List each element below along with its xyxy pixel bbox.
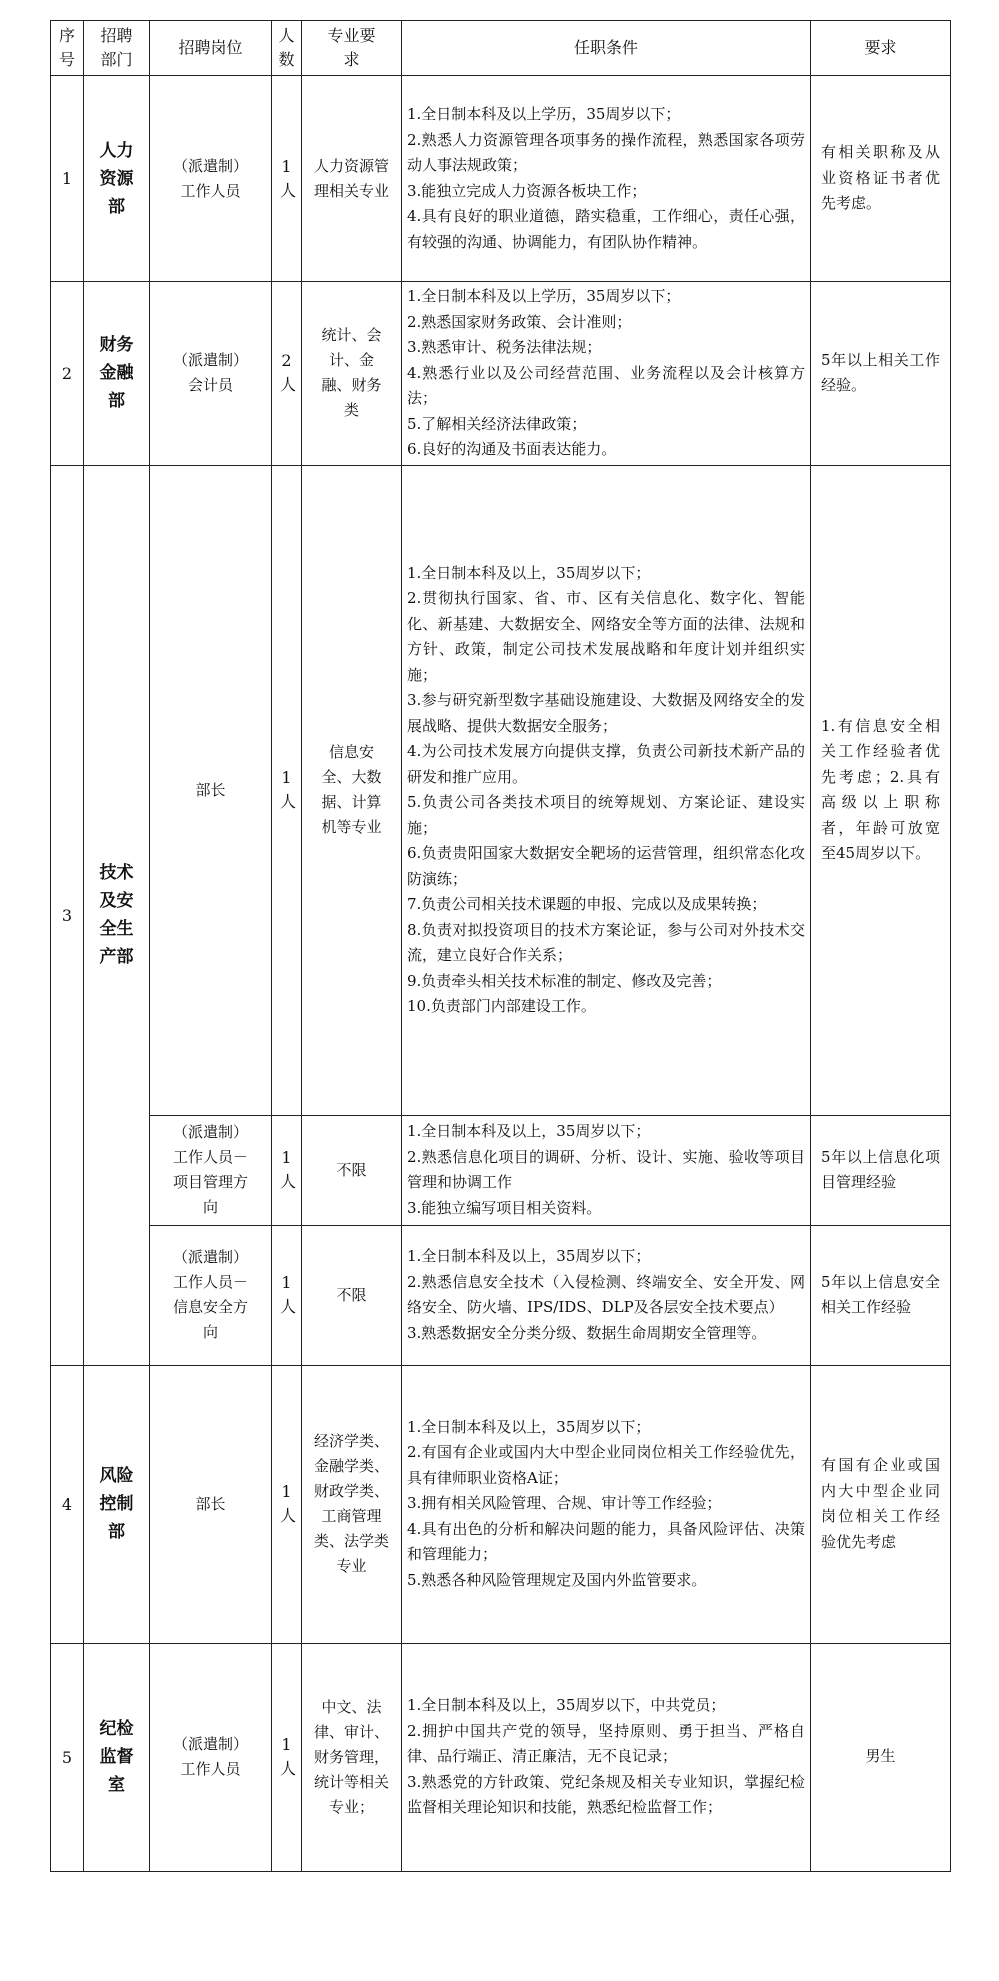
row-requirement: 5年以上信息安全相关工作经验 bbox=[811, 1225, 951, 1365]
row-dept: 技术及安全生产部 bbox=[84, 465, 150, 1365]
row-requirement: 有相关职称及从业资格证书者优先考虑。 bbox=[811, 76, 951, 282]
row-dept: 人力资源部 bbox=[84, 76, 150, 282]
row-conditions bbox=[402, 282, 811, 466]
row-position: （派遣制）工作人员 bbox=[150, 1643, 272, 1871]
condition-item: 5.熟悉各种风险管理规定及国内外监管要求。 bbox=[407, 1570, 707, 1589]
row-position: 部长 bbox=[150, 1365, 272, 1643]
table-row bbox=[51, 1365, 951, 1643]
row-requirement: 1.有信息安全相关工作经验者优先考虑；2.具有高级以上职称者，年龄可放宽至45周岁以下。 bbox=[811, 465, 951, 1115]
row-dept: 风险控制部 bbox=[84, 1365, 150, 1643]
condition-item: 1.全日制本科及以上，35周岁以下； bbox=[407, 1417, 651, 1436]
header-no: 序号 bbox=[51, 21, 84, 76]
condition-item: 2.熟悉信息化项目的调研、分析、设计、实施、验收等项目管理和协调工作 bbox=[407, 1147, 805, 1191]
row-position: （派遣制）工作人员－信息安全方向 bbox=[150, 1225, 272, 1365]
row-count: 1人 bbox=[272, 1225, 302, 1365]
header-requirements: 要求 bbox=[811, 21, 951, 76]
table-row bbox=[51, 282, 951, 466]
row-no: 3 bbox=[51, 465, 84, 1365]
condition-item: 9.负责牵头相关技术标准的制定、修改及完善； bbox=[407, 971, 722, 990]
row-dept: 纪检监督室 bbox=[84, 1643, 150, 1871]
header-row bbox=[51, 21, 951, 76]
row-count: 1人 bbox=[272, 1643, 302, 1871]
condition-item: 2.熟悉信息安全技术（入侵检测、终端安全、安全开发、网络安全、防火墙、IPS/IDS、DLP及各层安全技术要点） bbox=[407, 1272, 805, 1316]
condition-item: 4.具有出色的分析和解决问题的能力，具备风险评估、决策和管理能力； bbox=[407, 1519, 805, 1564]
row-conditions bbox=[402, 465, 811, 1115]
row-conditions bbox=[402, 76, 811, 282]
table-row bbox=[51, 1225, 951, 1365]
row-no: 2 bbox=[51, 282, 84, 466]
row-dept: 财务金融部 bbox=[84, 282, 150, 466]
header-conditions: 任职条件 bbox=[402, 21, 811, 76]
condition-item: 1.全日制本科及以上学历，35周岁以下； bbox=[407, 287, 681, 305]
row-position: 部长 bbox=[150, 465, 272, 1115]
recruitment-table-container bbox=[50, 20, 950, 1872]
row-major: 人力资源管理相关专业 bbox=[302, 76, 402, 282]
row-requirement: 5年以上相关工作经验。 bbox=[811, 282, 951, 466]
row-requirement: 男生 bbox=[811, 1643, 951, 1871]
row-count: 1人 bbox=[272, 1115, 302, 1225]
row-major: 不限 bbox=[302, 1225, 402, 1365]
condition-item: 2.熟悉国家财务政策、会计准则； bbox=[407, 312, 632, 331]
table-row bbox=[51, 76, 951, 282]
row-conditions bbox=[402, 1365, 811, 1643]
condition-item: 4.熟悉行业以及公司经营范围、业务流程以及会计核算方法； bbox=[407, 363, 805, 407]
row-no: 5 bbox=[51, 1643, 84, 1871]
header-position: 招聘岗位 bbox=[150, 21, 272, 76]
condition-item: 7.负责公司相关技术课题的申报、完成以及成果转换； bbox=[407, 895, 767, 913]
row-position: （派遣制）会计员 bbox=[150, 282, 272, 466]
row-requirement: 5年以上信息化项目管理经验 bbox=[811, 1115, 951, 1225]
table-row bbox=[51, 465, 951, 1115]
condition-item: 1.全日制本科及以上，35周岁以下，中共党员； bbox=[407, 1696, 726, 1715]
header-count: 人数 bbox=[272, 21, 302, 76]
row-major: 统计、会计、金融、财务类 bbox=[302, 282, 402, 466]
condition-item: 2.有国有企业或国内大中型企业同岗位相关工作经验优先，具有律师职业资格A证； bbox=[407, 1443, 805, 1487]
row-count: 1人 bbox=[272, 76, 302, 282]
row-position: （派遣制）工作人员 bbox=[150, 76, 272, 282]
table-row bbox=[51, 1643, 951, 1871]
condition-item: 10.负责部门内部建设工作。 bbox=[407, 997, 596, 1015]
table-row bbox=[51, 1115, 951, 1225]
condition-item: 1.全日制本科及以上学历，35周岁以下； bbox=[407, 105, 681, 123]
row-conditions bbox=[402, 1115, 811, 1225]
row-conditions bbox=[402, 1643, 811, 1871]
condition-item: 3.熟悉数据安全分类分级、数据生命周期安全管理等。 bbox=[407, 1323, 767, 1342]
condition-item: 4.具有良好的职业道德，踏实稳重，工作细心，责任心强，有较强的沟通、协调能力，有团队协作精神。 bbox=[407, 207, 805, 251]
condition-item: 2.贯彻执行国家、省、市、区有关信息化、数字化、智能化、新基建、大数据安全、网络安全等方面的法律、法规和方针、政策，制定公司技术发展战略和年度计划并组织实施； bbox=[407, 589, 805, 684]
row-count: 1人 bbox=[272, 1365, 302, 1643]
row-major: 不限 bbox=[302, 1115, 402, 1225]
row-position: （派遣制）工作人员－项目管理方向 bbox=[150, 1115, 272, 1225]
row-count: 1人 bbox=[272, 465, 302, 1115]
condition-item: 4.为公司技术发展方向提供支撑，负责公司新技术新产品的研发和推广应用。 bbox=[407, 742, 805, 786]
row-major: 经济学类、金融学类、财政学类、工商管理类、法学类专业 bbox=[302, 1365, 402, 1643]
condition-item: 3.拥有相关风险管理、合规、审计等工作经验； bbox=[407, 1494, 722, 1513]
condition-item: 1.全日制本科及以上，35周岁以下； bbox=[407, 1247, 651, 1265]
recruitment-table bbox=[50, 20, 951, 1872]
header-dept: 招聘部门 bbox=[84, 21, 150, 76]
row-major: 信息安全、大数据、计算机等专业 bbox=[302, 465, 402, 1115]
condition-item: 5.负责公司各类技术项目的统筹规划、方案论证、建设实施； bbox=[407, 793, 805, 837]
header-major: 专业要求 bbox=[302, 21, 402, 76]
condition-item: 1.全日制本科及以上，35周岁以下； bbox=[407, 563, 651, 582]
condition-item: 2.拥护中国共产党的领导，坚持原则、勇于担当、严格自律、品行端正、清正廉洁，无不良记录； bbox=[407, 1721, 805, 1766]
condition-item: 3.能独立完成人力资源各板块工作； bbox=[407, 181, 647, 200]
condition-item: 8.负责对拟投资项目的技术方案论证，参与公司对外技术交流，建立良好合作关系； bbox=[407, 920, 805, 964]
condition-item: 6.良好的沟通及书面表达能力。 bbox=[407, 440, 617, 458]
condition-item: 1.全日制本科及以上，35周岁以下； bbox=[407, 1122, 651, 1140]
condition-item: 5.了解相关经济法律政策； bbox=[407, 414, 587, 433]
row-requirement: 有国有企业或国内大中型企业同岗位相关工作经验优先考虑 bbox=[811, 1365, 951, 1643]
row-major: 中文、法律、审计、财务管理，统计等相关专业； bbox=[302, 1643, 402, 1871]
condition-item: 6.负责贵阳国家大数据安全靶场的运营管理，组织常态化攻防演练； bbox=[407, 844, 805, 888]
row-no: 1 bbox=[51, 76, 84, 282]
condition-item: 3.参与研究新型数字基础设施建设、大数据及网络安全的发展战略、提供大数据安全服务； bbox=[407, 691, 805, 735]
row-conditions bbox=[402, 1225, 811, 1365]
condition-item: 2.熟悉人力资源管理各项事务的操作流程，熟悉国家各项劳动人事法规政策； bbox=[407, 130, 805, 174]
row-no: 4 bbox=[51, 1365, 84, 1643]
condition-item: 3.熟悉审计、税务法律法规； bbox=[407, 338, 602, 356]
condition-item: 3.熟悉党的方针政策、党纪条规及相关专业知识，掌握纪检监督相关理论知识和技能，熟悉纪检监督工作； bbox=[407, 1772, 805, 1817]
condition-item: 3.能独立编写项目相关资料。 bbox=[407, 1198, 602, 1217]
row-count: 2人 bbox=[272, 282, 302, 466]
